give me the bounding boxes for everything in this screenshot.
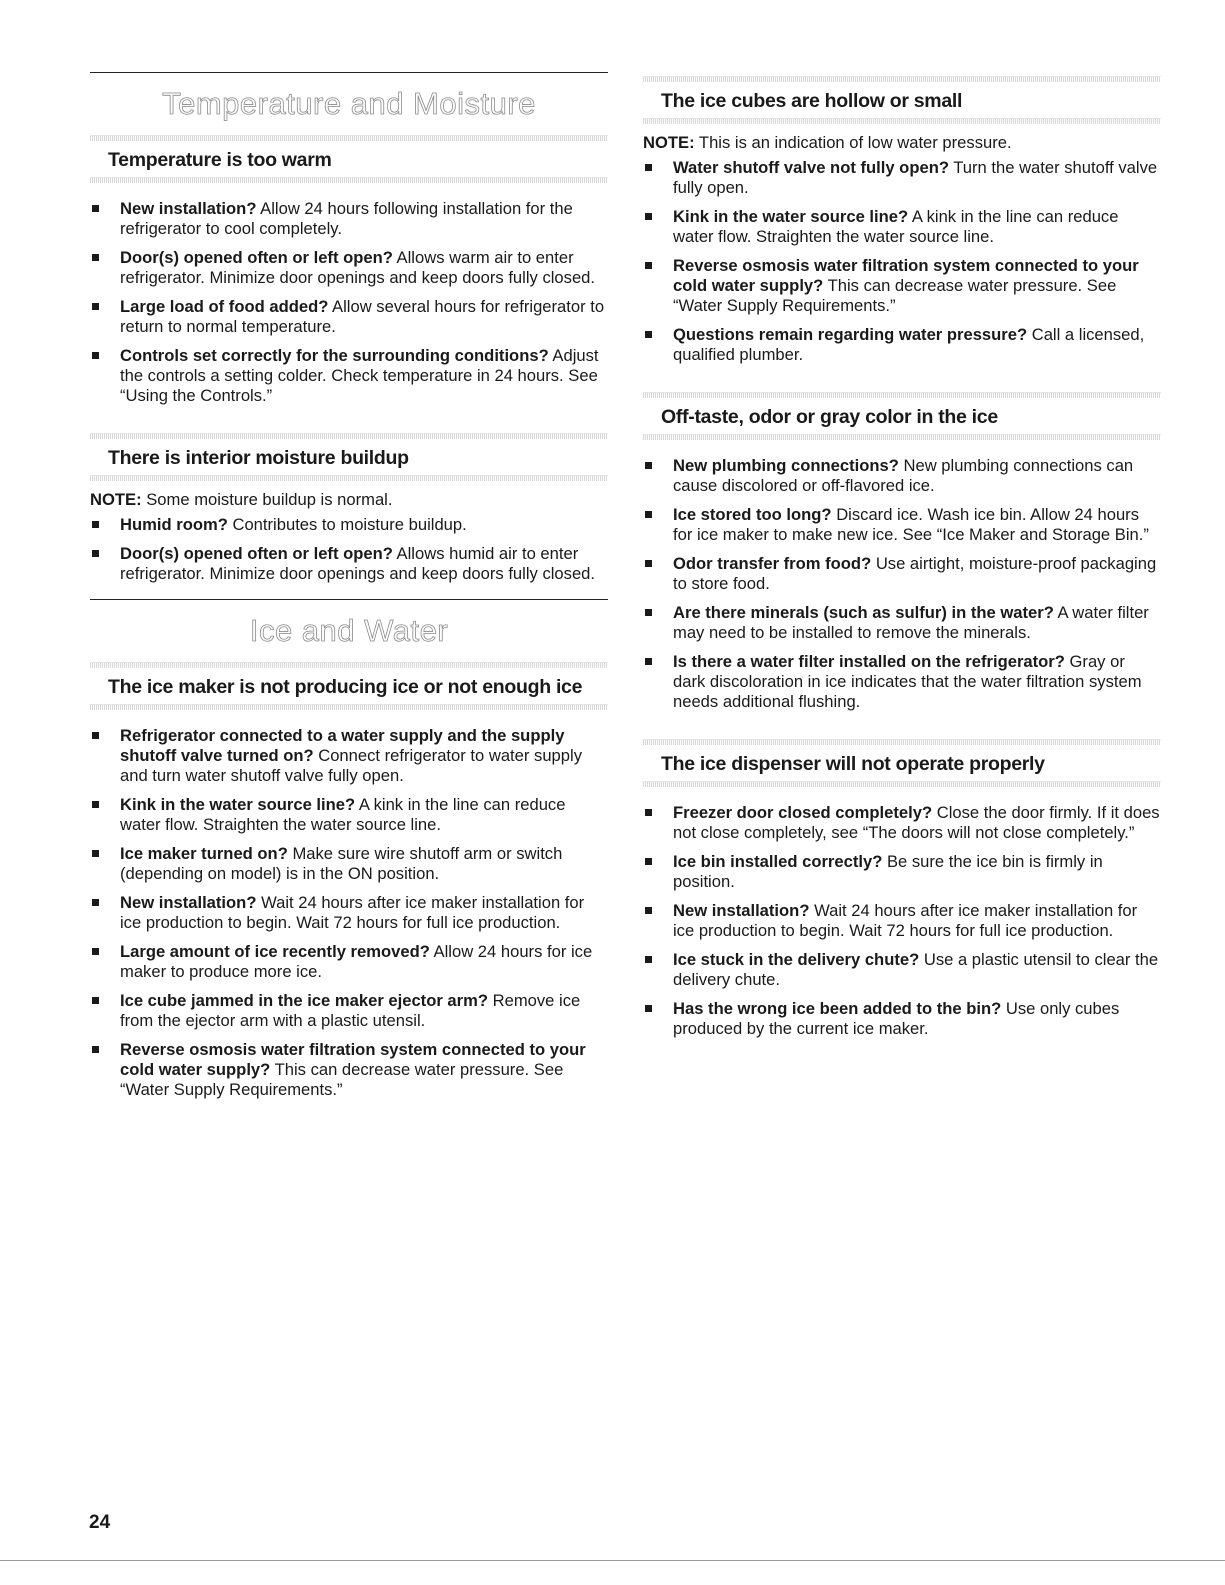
heading-band: [643, 118, 1161, 124]
item-answer: Make sure wire shutoff arm or switch (depending on model) is in the ON position.: [120, 844, 563, 883]
note-label: NOTE:: [90, 490, 142, 509]
bullet-icon: [645, 1005, 652, 1012]
list-item: [90, 199, 608, 239]
heading-temperature-too-warm: Temperature is too warm: [108, 149, 332, 171]
note-text: Some moisture buildup is normal.: [141, 490, 393, 509]
item-answer: New plumbing connections can cause discolored or off-flavored ice.: [673, 456, 1134, 495]
item-question: Odor transfer from food?: [673, 554, 872, 573]
bullet-icon: [92, 801, 99, 808]
item-answer: A kink in the line can reduce water flow. Straighten the water source line.: [673, 207, 1119, 246]
bullet-icon: [645, 658, 652, 665]
item-answer: Use airtight, moisture-proof packaging to store food.: [673, 554, 1157, 593]
list-item: [90, 991, 608, 1031]
item-answer: This can decrease water pressure. See “Water Supply Requirements.”: [120, 1060, 564, 1099]
heading-off-taste: Off-taste, odor or gray color in the ice: [661, 406, 998, 428]
list-temperature-too-warm: [90, 199, 608, 406]
section-rule: [90, 599, 608, 600]
item-answer: Discard ice. Wash ice bin. Allow 24 hours for ice maker to make new ice. See “Ice Maker and Storage Bin.”: [673, 505, 1149, 544]
item-answer: Wait 24 hours after ice maker installation for ice production to begin. Wait 72 hours for full ice production.: [120, 893, 585, 932]
list-item: [643, 256, 1161, 316]
list-item: [643, 603, 1161, 643]
item-question: New plumbing connections?: [673, 456, 899, 475]
list-item: [643, 803, 1161, 843]
bullet-icon: [645, 560, 652, 567]
item-answer: Use a plastic utensil to clear the delivery chute.: [673, 950, 1159, 989]
list-ice-maker-not-producing: [90, 726, 608, 1100]
item-question: New installation?: [120, 199, 257, 218]
bullet-icon: [92, 948, 99, 955]
bullet-icon: [645, 956, 652, 963]
item-question: Kink in the water source line?: [673, 207, 909, 226]
bullet-icon: [645, 262, 652, 269]
bullet-icon: [92, 732, 99, 739]
item-question: Ice bin installed correctly?: [673, 852, 883, 871]
list-item: [643, 554, 1161, 594]
list-item: [90, 942, 608, 982]
list-item: [643, 207, 1161, 247]
section-title-temperature-moisture: Temperature and Moisture: [162, 86, 536, 121]
item-answer: Allows warm air to enter refrigerator. Minimize door openings and keep doors fully closed.: [120, 248, 596, 287]
item-answer: Remove ice from the ejector arm with a plastic utensil.: [120, 991, 581, 1030]
bullet-icon: [645, 213, 652, 220]
bullet-icon: [92, 254, 99, 261]
item-question: Ice maker turned on?: [120, 844, 288, 863]
item-answer: Be sure the ice bin is firmly in position.: [673, 852, 1103, 891]
heading-ice-dispenser: The ice dispenser will not operate properly: [661, 753, 1045, 775]
bullet-icon: [645, 164, 652, 171]
item-question: Ice stuck in the delivery chute?: [673, 950, 920, 969]
note-text: This is an indication of low water pressure.: [694, 133, 1012, 152]
list-item: [643, 456, 1161, 496]
list-item: [90, 1040, 608, 1100]
item-answer: Use only cubes produced by the current ice maker.: [673, 999, 1120, 1038]
heading-band: [643, 434, 1161, 440]
list-item: [643, 325, 1161, 365]
item-question: Humid room?: [120, 515, 228, 534]
bullet-icon: [92, 205, 99, 212]
item-answer: A kink in the line can reduce water flow. Straighten the water source line.: [120, 795, 566, 834]
heading-ice-cubes-hollow: The ice cubes are hollow or small: [661, 90, 963, 112]
heading-band: [643, 781, 1161, 787]
bullet-icon: [645, 462, 652, 469]
item-answer: A water filter may need to be installed to remove the minerals.: [673, 603, 1149, 642]
heading-interior-moisture: There is interior moisture buildup: [108, 447, 409, 469]
item-question: Large load of food added?: [120, 297, 329, 316]
section-rule: [90, 72, 608, 73]
item-question: Ice stored too long?: [673, 505, 832, 524]
list-item: [90, 893, 608, 933]
item-answer: Gray or dark discoloration in ice indicates that the water filtration system needs additional flushing.: [673, 652, 1142, 711]
item-question: Ice cube jammed in the ice maker ejector arm?: [120, 991, 488, 1010]
note-moisture: [90, 490, 608, 510]
heading-band: [90, 475, 608, 481]
item-question: Reverse osmosis water filtration system connected to your cold water supply?: [120, 1040, 586, 1079]
bullet-icon: [645, 331, 652, 338]
item-question: Freezer door closed completely?: [673, 803, 933, 822]
bullet-icon: [92, 352, 99, 359]
right-column: [643, 76, 1161, 1048]
item-question: Door(s) opened often or left open?: [120, 248, 393, 267]
item-question: Door(s) opened often or left open?: [120, 544, 393, 563]
item-question: Controls set correctly for the surrounding conditions?: [120, 346, 549, 365]
item-answer: Adjust the controls a setting colder. Check temperature in 24 hours. See “Using the Controls.”: [120, 346, 599, 405]
item-answer: Contributes to moisture buildup.: [227, 515, 467, 534]
list-item: [90, 544, 608, 584]
bottom-rule: [0, 1560, 1225, 1561]
item-question: Reverse osmosis water filtration system connected to your cold water supply?: [673, 256, 1139, 295]
bullet-icon: [645, 609, 652, 616]
list-item: [90, 346, 608, 406]
bullet-icon: [92, 850, 99, 857]
list-item: [90, 795, 608, 835]
list-item: [643, 505, 1161, 545]
list-item: [90, 844, 608, 884]
bullet-icon: [645, 858, 652, 865]
item-question: New installation?: [673, 901, 810, 920]
item-question: New installation?: [120, 893, 257, 912]
item-answer: Wait 24 hours after ice maker installation for ice production to begin. Wait 72 hours for full ice production.: [673, 901, 1138, 940]
bullet-icon: [92, 1046, 99, 1053]
item-question: Questions remain regarding water pressure?: [673, 325, 1028, 344]
item-answer: Call a licensed, qualified plumber.: [673, 325, 1145, 364]
list-item: [643, 950, 1161, 990]
bullet-icon: [92, 303, 99, 310]
list-item: [643, 901, 1161, 941]
item-answer: Allow 24 hours following installation for the refrigerator to cool completely.: [120, 199, 573, 238]
list-item: [643, 652, 1161, 712]
list-item: [90, 297, 608, 337]
list-item: [643, 999, 1161, 1039]
list-item: [90, 726, 608, 786]
item-question: Large amount of ice recently removed?: [120, 942, 430, 961]
bullet-icon: [92, 997, 99, 1004]
item-question: Kink in the water source line?: [120, 795, 356, 814]
item-answer: This can decrease water pressure. See “Water Supply Requirements.”: [673, 276, 1117, 315]
item-answer: Close the door firmly. If it does not close completely, see “The doors will not close completely.”: [673, 803, 1160, 842]
bullet-icon: [645, 907, 652, 914]
list-item: [90, 248, 608, 288]
item-question: Has the wrong ice been added to the bin?: [673, 999, 1002, 1018]
list-off-taste: [643, 456, 1161, 712]
bullet-icon: [645, 511, 652, 518]
item-answer: Connect refrigerator to water supply and turn water shutoff valve fully open.: [120, 746, 583, 785]
bullet-icon: [92, 899, 99, 906]
bullet-icon: [645, 809, 652, 816]
list-interior-moisture: [90, 515, 608, 584]
item-question: Refrigerator connected to a water supply and the supply shutoff valve turned on?: [120, 726, 565, 765]
note-hollow: [643, 133, 1161, 153]
list-ice-dispenser: [643, 803, 1161, 1039]
note-label: NOTE:: [643, 133, 695, 152]
item-answer: Allows humid air to enter refrigerator. Minimize door openings and keep doors fully closed.: [120, 544, 596, 583]
item-question: Water shutoff valve not fully open?: [673, 158, 949, 177]
item-answer: Allow 24 hours for ice maker to produce more ice.: [120, 942, 593, 981]
list-ice-cubes-hollow: [643, 158, 1161, 365]
item-question: Are there minerals (such as sulfur) in the water?: [673, 603, 1054, 622]
left-column: [90, 72, 608, 1109]
section-title-ice-water: Ice and Water: [249, 613, 449, 648]
heading-band: [90, 704, 608, 710]
bullet-icon: [92, 550, 99, 557]
heading-band: [90, 177, 608, 183]
item-answer: Allow several hours for refrigerator to return to normal temperature.: [120, 297, 605, 336]
item-question: Is there a water filter installed on the refrigerator?: [673, 652, 1065, 671]
list-item: [643, 158, 1161, 198]
heading-ice-maker-not-producing: The ice maker is not producing ice or not enough ice: [108, 676, 583, 698]
list-item: [90, 515, 608, 535]
list-item: [643, 852, 1161, 892]
item-answer: Turn the water shutoff valve fully open.: [673, 158, 1158, 197]
page-number: 24: [89, 1512, 111, 1533]
bullet-icon: [92, 521, 99, 528]
